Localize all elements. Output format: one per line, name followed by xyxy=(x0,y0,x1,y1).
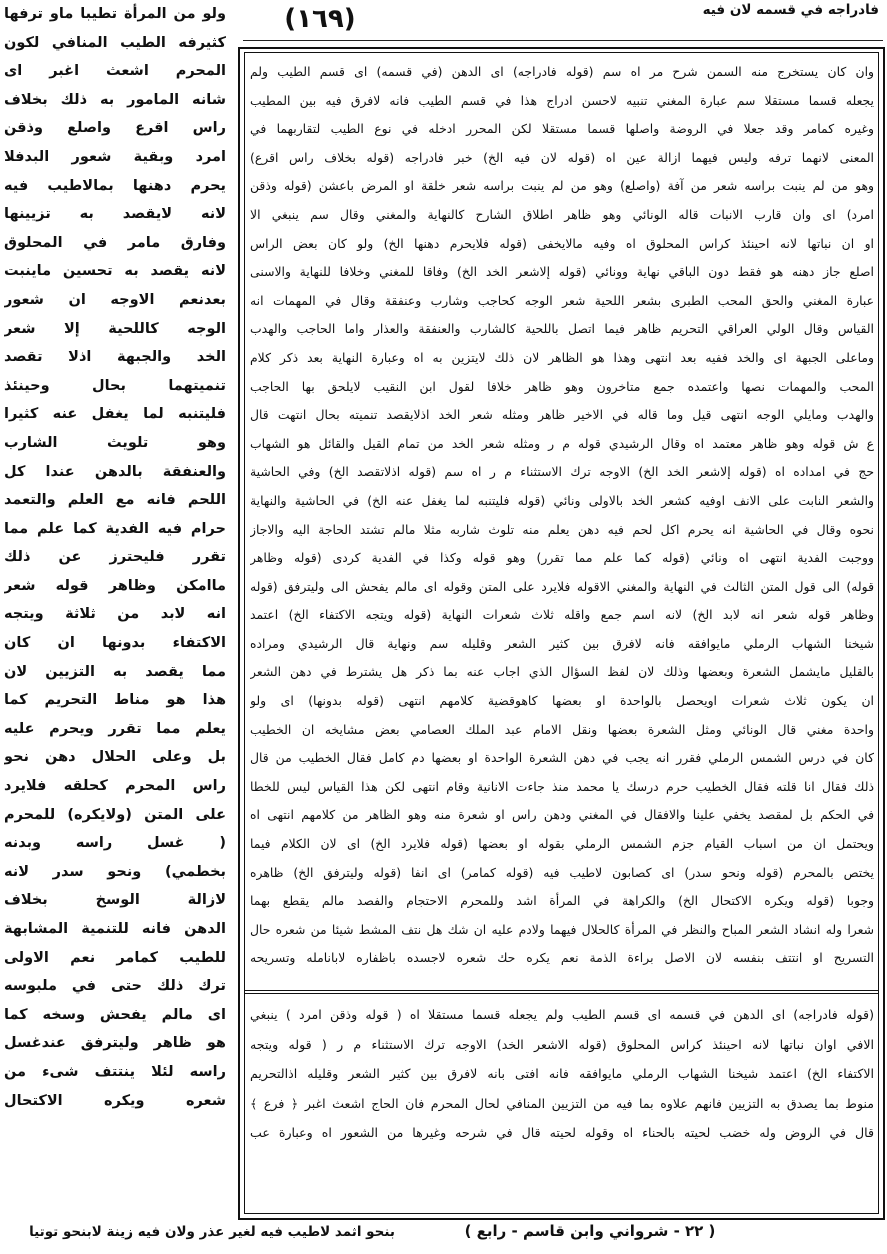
side-text-line: راس المحرم كحلقه فلايرد xyxy=(4,778,226,795)
side-text-line: ولو من المرأة تطيبا ماو ترفها xyxy=(4,6,226,22)
main-text-line: وهو من لم ينبت براسه شعر من آفة (واصلع) وهو من لم ينبت براسه شعر خلقة او المرض باعشن (قوله وذقن xyxy=(250,178,874,194)
main-text-line: القياس وقال الولي العراقي التحريم ظاهر فيما اتصل باللحية كالشارب والعنفقة والعذار واما الحاجب والهدب xyxy=(250,321,874,337)
side-text-line: بل وعلى الحلال دهن نحو xyxy=(4,749,226,766)
footnote-text-line: (قوله فادراجه) اى الدهن في قسمه اى قسم الطيب ولم يجعله قسما مستقلا اه ( قوله وذقن امرد ) ينبغي xyxy=(250,1007,874,1022)
side-text-line: للطيب كمامر نعم الاولى xyxy=(4,949,226,966)
main-text-line: ع ش قوله وهو ظاهر معتمد اه وقال الرشيدي قوله م ر ومثله شعر الخد من تمام القيل والقائل هو الشهاب xyxy=(250,435,874,451)
header-rule xyxy=(243,40,883,41)
side-text-line: امرد وبقية شعور البدفلا xyxy=(4,148,226,165)
footer-catchword: بنحو اثمد لاطيب فيه لغير عذر ولان فيه زينة لابنحو توتيا xyxy=(29,1224,395,1240)
main-text-line: اصلع جاز دهنه هو فقط دون الباقي نهاية وونائي (قوله إلاشعر الخد الخ) وفاقا للمغني وخلافا للنهاية والاسنى xyxy=(250,264,874,280)
main-text-line: والهدب ومايلي الوجه انتهى قيل وما قاله في الاخير ظاهر ومثله شعر الخد اذلايقصد تنميته بحال انتهت قال xyxy=(250,407,874,423)
main-text-line: او ان نباتها لانه احينئذ كراس المحلوق اه وفيه مالايخفى (قوله فلايحرم دهنها الخ) ولو كان بعض الراس xyxy=(250,235,874,251)
main-text-line: وظاهر قوله شعر انه لابد الخ) لانه اسم جمع واقله ثلاث شعرات النهاية (قوله ويتجه الاكتفاء الخ) اعتمد xyxy=(250,607,874,623)
side-text-line: تقرر فليحترز عن ذلك xyxy=(4,549,226,566)
side-text-line: هذا هو مناط التحريم كما xyxy=(4,692,226,709)
header-catchword: فادراجه في قسمه لان فيه xyxy=(702,2,879,18)
footer-signature: ( ٢٢ - شرواني وابن قاسم - رابع ) xyxy=(464,1222,716,1240)
main-text-line: وان كان يستخرج منه السمن شرح مر اه سم (قوله فادراجه) اى الدهن (في قسمه) اى قسم الطيب ولم xyxy=(250,64,874,79)
side-text-line: الدهن فانه للتنمية المشابهة xyxy=(4,921,226,937)
main-text-line: المعنى لانهما ترفه وليس فيهما ازالة عين اه (قوله لان فيه الخ) خبر فادراجه (قوله بخلاف راس اقرع) xyxy=(250,149,874,165)
main-commentary-text xyxy=(250,58,874,973)
side-commentary-column xyxy=(4,0,226,1115)
side-text-line: المحرم اشعث اغبر اى xyxy=(4,63,226,80)
side-text-line: تنميتهما بحال وحينئذ xyxy=(4,377,226,394)
side-text-line: والعنفقة بالدهن عندا كل xyxy=(4,463,226,480)
side-text-line: شانه المامور به ذلك بخلاف xyxy=(4,91,226,108)
section-divider xyxy=(244,990,879,994)
side-text-line: ترك ذلك حتى في ملبوسه xyxy=(4,978,226,995)
main-text-line: يختص بالمحرم (قوله ونحو سدر) اى كصابون لاطيب فيه (قوله كمامر) اى انفا (قوله وليترفق الخ) ظاهره xyxy=(250,864,874,880)
side-text-line: شعره ويكره الاكتحال xyxy=(4,1092,226,1109)
footnote-text-line: الافي اوان نباتها لانه احينئذ كراس المحلوق (قوله الاشعر الخد) الاوجه ترك الاستثناء م ر ( قوله ويتجه xyxy=(250,1036,874,1052)
main-text-line: ان يكون ثلاث شعرات اويحصل بالواحدة او بعضها كاهوقضية كلامهم انتهى (قوله بدونها) اى ولو xyxy=(250,693,874,709)
side-text-line: الوجه كاللحية إلا شعر xyxy=(4,320,226,337)
side-text-line: راس اقرع واصلع وذقن xyxy=(4,120,226,137)
main-text-line: وماعلى الجبهة اى والخد ففيه بعد انتهى وهذا هو الظاهر لان ذلك لايتزين به اه وعبارة النهاية بعد ذكر كلام xyxy=(250,349,874,365)
main-text-line: بالقليل مايشمل الشعرة وبعضها وذلك لان لفظ السؤال الذي اجاب عنه بما ذكر هل يشترط في دهن الشعر xyxy=(250,664,874,680)
side-text-line: بعدنعم الاوجه ان شعور xyxy=(4,291,226,308)
main-text-line: كان في درس الشمس الرملي فقرر انه يجب في دهن الشعرة الواحدة او بعضها دم كامل فقال الخطيب من قال xyxy=(250,750,874,766)
side-text-line: فليتنبه لما يغفل عنه كثيرا xyxy=(4,406,226,423)
main-text-line: شيخنا الشهاب الرملي مايوافقه فانه لافرق بين كثير الشعر وقليله سم ونهاية قال الرشيدي ومراده xyxy=(250,635,874,651)
main-text-line: ذلك فقال انا قلته فقال الخطيب حرم درسك يا محمد منذ جاءت الانانية وقام انتهى لكن هذا القياس ليس للخطا xyxy=(250,778,874,794)
side-text-line: كثيرفه الطيب المنافي لكون xyxy=(4,34,226,51)
side-text-line: وهو تلويث الشارب xyxy=(4,434,226,451)
main-text-line: شعرا وله انشاد الشعر المباح والنظر في المرأة كالحلال فيهما ولادم عليه ان شك هل نتف المشط شيئا من شعره حال xyxy=(250,921,874,937)
main-text-line: نحوه وقال في الحاشية انه يحرم اكل لحم فيه دهن يعلم منه تلوث شاربه مثلا مالم تشتد الحاجة اليه والاجاز xyxy=(250,521,874,537)
main-text-line: عبارة المغني والحق المحب الطبرى بشعر اللحية شعر الوجه كحاجب وشارب وعنفقة وقال في المهمات انه xyxy=(250,292,874,308)
page-number: (١٦٩) xyxy=(284,4,356,34)
side-text-line: يحرم دهنها بمالاطيب فيه xyxy=(4,177,226,194)
main-text-line: وجوبا (قوله ويكره الاكتحال الخ) والكراهة في المرأة اشد وللمحرم الاحتجام والفصد مالم يقطع بهما xyxy=(250,893,874,909)
main-text-line: قوله) الى قول المتن الثالث في النهاية والمغني الاقوله فلايرد على المتن وقوله اى مالم يفحش الى وليترفق (قوله xyxy=(250,578,874,594)
side-text-line: اى مالم يفحش وسخه كما xyxy=(4,1006,226,1023)
side-text-line: على المتن (ولايكره) للمحرم xyxy=(4,806,226,823)
side-text-line: حرام فيه الفدية كما علم مما xyxy=(4,520,226,537)
main-text-line: في الحكم بل لمقصد يخفي علينا والافقال في المغني ودهن راس او شعرة منه وهو الظاهر من كلامهم انتهى اه xyxy=(250,807,874,823)
side-text-line: بخطمي) ونحو سدر لانه xyxy=(4,863,226,880)
side-text-line: لانه لايقصد به تزيينها xyxy=(4,206,226,223)
main-text-line: امرد) اى وان قارب الانبات قاله الونائي وهو ظاهر اطلاق الشارح كالنهاية والمغني وقال سم ينبغي الا xyxy=(250,206,874,222)
main-text-line: ويحتمل ان من اسباب القيام جزم الشمس الرملي بقوله او بعضها (قوله فلايرد الخ) اى لان الكلام فيما xyxy=(250,836,874,852)
main-text-line: يجعله قسما مستقلا سم عبارة المغني تنبيه لاحسن ادراج هذا في قسم الطيب فانه لافرق فيه بين المطيب xyxy=(250,92,874,108)
footnote-commentary-text xyxy=(250,1000,874,1148)
footnote-text-line: منوط بما يصدق به التزيين فانهم علاوه بما فيه من التزيين المنافي لحال المحرم فان الحاج اشعث اغبر ﴿ فرع ﴾ xyxy=(250,1095,874,1111)
side-text-line: لازالة الوسخ بخلاف xyxy=(4,892,226,909)
side-text-line: وفارق مامر في المحلوق xyxy=(4,234,226,251)
main-text-line: والشعر النابت على الانف اوفيه كشعر الخد بالاولى ونائي (قوله فليتنبه لما يغفل عنه الخ) في الحاشية والنهاية xyxy=(250,492,874,508)
side-text-line: انه لابد من ثلاثة ويتجه xyxy=(4,606,226,623)
footnote-text-line: قال في الروض وله خضب لحيته بالحناء اه وقوله لحيته قال في شرحه وغيرها من الشعور اه وعبارة عب xyxy=(250,1125,874,1140)
side-text-line: ماامكن وظاهر قوله شعر xyxy=(4,577,226,594)
footnote-text-line: الاكتفاء الخ) اعتمد شيخنا الشهاب الرملي مايوافقه فانه افتى بانه لافرق بين كثير الشعر وقليله اذالتحريم xyxy=(250,1066,874,1081)
side-text-line: راسه لئلا ينتتف شىء من xyxy=(4,1063,226,1080)
side-text-line: يعلم مما تقرر ويحرم عليه xyxy=(4,720,226,737)
side-text-line: الاكتفاء بدونها ان كان xyxy=(4,635,226,652)
side-text-line: الخد والجبهة اذلا تقصد xyxy=(4,349,226,366)
side-text-line: هو ظاهر وليترفق عندغسل xyxy=(4,1035,226,1052)
main-text-line: المحب والمهمات نصها واعتمده جمع متاخرون وهو ظاهر خلافا لقول ابن النقيب لايلحق بها الحاجب xyxy=(250,378,874,394)
side-text-line: اللحم فانه مع العلم والتعمد xyxy=(4,492,226,509)
side-text-line: مما يقصد به التزيين لان xyxy=(4,663,226,680)
main-text-line: التسريح او انتتف بنفسه لان الاصل براءة الذمة نعم يكره حك شعره لاجسده باظفاره لابانامله وتسريحه xyxy=(250,950,874,966)
side-text-line: لانه يقصد به تحسين ماينبت xyxy=(4,263,226,280)
side-text-line: ( غسل راسه وبدنه xyxy=(4,835,226,852)
main-text-line: واحدة مغني قال الونائي ومثل الشعرة بعضها ونقل الامام عبد الملك العصامي بعض مشايخه ان الخطيب xyxy=(250,721,874,737)
main-text-line: حج في امداده اه (قوله إلاشعر الخد الخ) الاوجه ترك الاستثناء م ر اه سم (قوله اذلاتقصد الخ) وفي الحاشية xyxy=(250,464,874,480)
main-text-line: ووجبت الفدية انتهى اه ونائي (قوله كما علم مما تقرر) وهو قوله وكذا في الفدية كردى (قوله وظاهر xyxy=(250,550,874,566)
main-text-line: وغيره كمامر وقد جعلا في الروضة واصلها قسما مستقلا لكن المحرر ادخله في نوع الطيب لتقاربهما في xyxy=(250,121,874,137)
